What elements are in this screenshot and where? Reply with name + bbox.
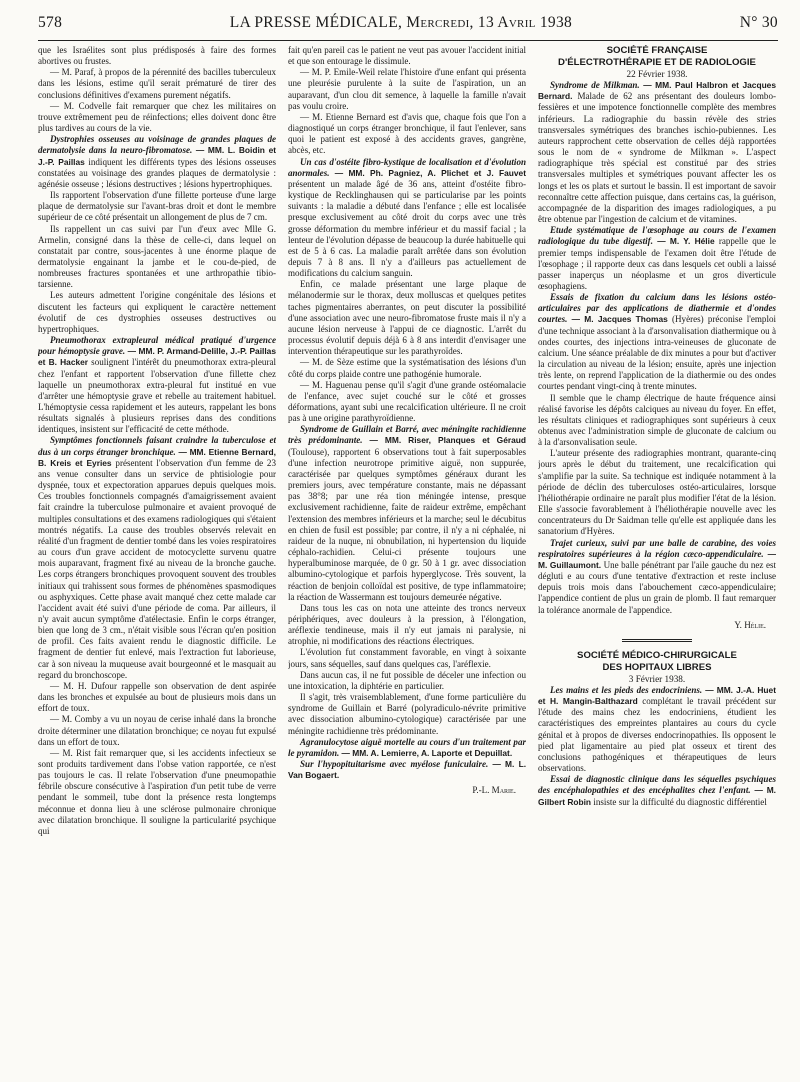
article-entry — [288, 759, 526, 781]
meeting-date: 22 Février 1938. — [626, 69, 688, 79]
article-entry — [38, 134, 276, 190]
article-entry — [38, 335, 276, 435]
article-authors: — M. Jacques Thomas — [571, 314, 668, 325]
article-authors: — M. L. Van Bogaert. — [288, 759, 526, 781]
paragraph: Enfin, ce malade présentant une large plaque de mélanodermie sur le thorax, deux molluscas et quelques petites taches pigmentaires aberrantes, on peut discuter la possibilité d'une association avec une neuro-fibromatose fruste mais il n'y a aucune lésion nerveuse à l'appui de ce diagnostic. L'arrêt du processus évolutif depuis déjà 6 à 8 ans interdit d'envisager une intervention thérapeutique sur les parathyroïdes. — [288, 279, 526, 357]
page-number: 578 — [38, 14, 63, 31]
paragraph: Il semble que le champ électrique de haute fréquence ainsi réalisé favorise les dépôts calciques au niveau du foyer. En effet, les résultats cliniques et radiographiques sont supérieurs à ceux obtenus avec l'administration simple de gluconate de calcium ou à la d'arsonvalisation seule. — [538, 392, 776, 448]
article-text: soulignent l'intérêt du pneumothorax extra-pleural chez l'enfant et rapportent l'observation d'une fillette chez laquelle un pneumothorax extra-pleural fut institué en vue d'arrêter une hémoptysie grave et rebelle au traitement habituel. L'hémoptysie cessa rapidement et les auteurs, rappelant les bons résultats signalés à plusieurs reprises dans des conditions identiques, insistent sur l'efficacité de cette méthode. — [38, 357, 276, 435]
article-entry — [538, 80, 776, 225]
article-text: indiquent les différents types des lésions osseuses constatées au voisinage des grandes plaques de dermatolysie : agénésie osseuse ; lésions destructives ; lésions hypertrophiques. — [38, 156, 276, 189]
article-text: Malade de 62 ans présentant des douleurs lombo-fessières et une impotence fonctionnelle complète des membres inférieurs. La radiographie du bassin révèle des stries transversales symétriques des branches ischio-pubiennes. Les auteurs rapprochent cette observation de celles déjà rapportées sous le nom de « syndrome de Milkman ». L'aspect radiographique très spécial est constitué par des stries transversales multiples et symétriques pouvant affecter les os longs et les os plats et surtout le bassin. Il est important de savoir reconnaître cette affection puisque, dans certains cas, la guérison, accompagnée de la disparition des images radiologiques, a pu être obtenue par l'ingestion de calcium et de vitamines. — [538, 91, 776, 225]
article-entry — [538, 685, 776, 774]
column-1 — [38, 45, 276, 1075]
journal-title: LA PRESSE MÉDICALE, Mercredi, 13 Avril 1938 — [229, 14, 573, 31]
article-title: Pneumothorax extrapleural médical pratiqué d'urgence pour hémoptysie grave. — [38, 335, 276, 357]
article-title: Un cas d'ostéite fibro-kystique de localisation et d'évolution anormales. — [288, 156, 526, 178]
article-entry — [288, 157, 526, 280]
article-authors: — M. Y. Hélie — [657, 236, 715, 247]
article-entry — [288, 737, 526, 759]
article-text: rappelle que le premier temps indispensable de l'examen doit être l'étude de l'œsophage ; il rapporte deux cas dans lesquels cet oubli a laissé passer inaperçus un néoplasme et un gros diverticule œsophagiens. — [538, 236, 776, 291]
paragraph: Ils rapportent l'observation d'une fillette porteuse d'une large plaque de dermatolysie sur l'avant-bras droit et dont le membre supérieur de ce côté présentait un allongement de plus de 7 cm. — [38, 190, 276, 223]
paragraph: — M. Haguenau pense qu'il s'agit d'une grande ostéomalacie de l'enfance, avec sujet couché sur le côté et grosses déformations, ayant subi une recalcification ultérieure. Il ne croit pas à une origine parathyroïdienne. — [288, 379, 526, 424]
article-place: (Toulouse), — [288, 446, 330, 457]
signature: Y. Hélie. — [734, 619, 766, 630]
article-authors: — MM. Riser, Planques et Géraud — [369, 435, 526, 446]
article-title: Dystrophies osseuses au voisinage de grandes plaques de dermatolysie dans la neuro-fibromatose. — [38, 134, 276, 156]
article-entry — [38, 435, 276, 680]
section-divider — [622, 639, 692, 642]
article-entry — [288, 424, 526, 603]
article-entry — [538, 225, 776, 292]
article-title: Trajet curieux, suivi par une balle de carabine, des voies respiratoires supérieures à la région cæco-appendiculaire. — [538, 537, 776, 559]
paragraph: Les auteurs admettent l'origine congénitale des lésions et discutent les facteurs qui expliquent le caractère nettement évolutif de ces dystrophies osseuses destructives ou hypertrophiques. — [38, 290, 276, 334]
society-heading — [538, 45, 776, 69]
article-text: complétant le travail précédent sur l'étude des mains chez les endocriniens, étudient les caractéristiques des empreintes plantaires au cours du cycle génital et à propos de diverses endocrinopathies. Ils opposent le pied plat ligamentaire au pied plat osseux et tirent des conclusions pathogéniques et thérapeutiques de leurs observations. — [538, 696, 776, 774]
article-entry — [538, 538, 776, 616]
article-text: insiste sur la difficulté du diagnostic différentiel — [593, 796, 767, 807]
article-title: Symptômes fonctionnels faisant craindre la tuberculose et dus à un corps étranger bronchique. — [38, 435, 276, 457]
article-entry — [538, 774, 776, 807]
page-header — [38, 14, 778, 41]
meeting-date: 3 Février 1938. — [628, 673, 686, 684]
column-3 — [538, 45, 776, 1075]
article-title: Etude systématique de l'œsophage au cours de l'examen radiologique du tube digestif. — [538, 225, 776, 247]
society-heading-line: SOCIÉTÉ MÉDICO-CHIRURGICALE — [577, 649, 737, 661]
article-authors: — MM. Ph. Pagniez, A. Plichet et J. Fauvet — [334, 167, 526, 178]
paragraph: — M. P. Emile-Weil relate l'histoire d'une enfant qui présenta une pleurésie purulente à la suite de l'aspiration, un an auparavant, d'un clou dit semence, à laquelle la famille n'avait pas voulu croire. — [288, 67, 526, 111]
society-heading-line: DES HOPITAUX LIBRES — [602, 661, 712, 673]
article-authors: — MM. Paul Halbron et Jacques Bernard. — [538, 80, 776, 102]
paragraph: Ils rappellent un cas suivi par l'un d'eux avec Mlle G. Armelin, consigné dans la thèse de celle-ci, dans lequel on constatait par contre, sous-jacentes à une énorme plaque de dermatolysie engainant la jambe et le cou-de-pied, de nombreuses fractures spontanées et une arthropathie tibio-tarsienne. — [38, 223, 276, 290]
article-text: (Hyères) préconise l'emploi d'une technique associant à la d'arsonvalisation diathermique ou à ondes courtes, des injections intra-veineuses de gluconate de calcium. Une séance préalable de dix minutes a pour but d'activer la circulation au niveau de la lésion; ensuite, après une injection très lente, on reprend l'application de la diathermie ou des ondes courtes pendant vingt-cinq à trente minutes. — [538, 314, 776, 392]
society-heading — [538, 650, 776, 674]
article-entry — [538, 292, 776, 392]
article-title: Sur l'hypopituitarisme avec myélose funiculaire. — [300, 759, 489, 769]
society-heading-line: D'ÉLECTROTHÉRAPIE ET DE RADIOLOGIE — [558, 57, 756, 68]
article-title: Syndrome de Milkman. — [550, 80, 640, 91]
paragraph: — M. Paraf, à propos de la pérennité des bacilles tuberculeux dans les lésions, estime qu'il serait prématuré de tirer des conclusions définitives d'examens purement négatifs. — [38, 67, 276, 100]
column-2 — [288, 45, 526, 1075]
article-authors: — MM. Etienne Bernard, B. Kreis et Eyries — [38, 446, 276, 468]
article-authors: — MM. A. Lemierre, A. Laporte et Depuillat. — [341, 747, 513, 758]
article-authors: — MM. P. Armand-Delille, J.-P. Paillas et B. Hacker — [38, 346, 276, 368]
paragraph: — M. Comby a vu un noyau de cerise inhalé dans la bronche droite déterminer une dilatation bronchique; ce noyau fut expulsé dans un effort de toux. — [38, 714, 276, 747]
paragraph: Dans tous les cas on nota une atteinte des troncs nerveux périphériques, avec douleurs à la pression, à l'élongation, aréflexie tendineuse, mais il n'y eut jamais ni paralysie, ni atrophie, ni modifications des réactions électriques. — [288, 602, 526, 647]
article-title: Essai de diagnostic clinique dans les séquelles psychiques des encéphalopathies et des encéphalites chez l'enfant. — [538, 774, 776, 796]
paragraph: — M. H. Dufour rappelle son observation de dent aspirée dans les bronches et expulsée au bout de plusieurs mois dans un effort de toux. — [38, 680, 276, 714]
article-authors: — M. Gilbert Robin — [538, 785, 776, 807]
issue-number: N° 30 — [739, 14, 778, 31]
article-title: Essais de fixation du calcium dans les lésions ostéo-articulaires par des applications de diathermie et d'ondes courtes. — [538, 292, 776, 325]
society-heading-line: SOCIÉTÉ FRANÇAISE — [606, 45, 708, 56]
paragraph: — M. Etienne Bernard est d'avis que, chaque fois que l'on a diagnostiqué un corps étranger bronchique, il faut l'enlever, sans quoi le patient est exposé à des accidents graves, gangrène, abcès, etc. — [288, 111, 526, 156]
paragraph: — M. de Sèze estime que la systématisation des lésions d'un côté du corps plaide contre une pathogénie humorale. — [288, 357, 526, 379]
article-text: Une balle pénétrant par l'aile gauche du nez est dégluti e au cours d'une tentative d'extraction et reste incluse depuis trois mois dans l'abouchement cæco-appendiculaire; l'appendice contient de plus un grain de plomb. Il faut remarquer la tolérance anormale de l'appendice. — [538, 559, 776, 615]
paragraph: — M. Rist fait remarquer que, si les accidents infectieux se sont produits tardivement dans l'obse vation rapportée, ce n'est pas toujours le cas. Il relate l'observation d'une pneumopathie fébrile obscure consécutive à l'aspiration d'un petit tube de verre pendant le sommeil, tube dont la présence resta longtemps méconnue et donna lieu à une sclérose pulmonaire chronique avec dilatation bronchique. Il souligne la particularité psychique qui — [38, 747, 276, 836]
article-text: rapportent 6 observations tout à fait superposables d'une infection neurotrope primitive aiguë, non suppurée, caractérisée par quelques symptômes généraux durant les premiers jours, avec température constante, mais ne dépassant pas 38°8; par une réa tion méningée intense, presque exclusivement rachidienne, faite de raideur extrême, empêchant l'extension des membres inférieurs et la marche; seul le décubitus en chien de fusil est possible; par contre, il n'y a ni céphalée, ni raideur de la nuque, ni obnubilation, ni hypertension du liquide céphalo-rachidien. Celui-ci présente toujours une hyperalbuminose marquée, de 0 gr. 50 à 1 gr. avec dissociation albumino-cytologique et parfois hyperglycose. Très souvent, la réaction de benjoin colloïdal est positive, de type inflammatoire; la réaction de Wassermann est toujours demeurée négative. — [288, 446, 526, 602]
article-text: présentent un malade âgé de 36 ans, atteint d'ostéite fibro-kystique de Recklinghausen qui se particularise par les points suivants : la maladie a débuté dans l'enfance ; elle est localisée presque exclusivement au côté droit du corps avec une très grosse déformation du membre inférieur et du massif facial ; la lenteur de l'évolution dépasse de beaucoup la durée habituelle qui est de 5 à 6 cas. La maladie paraît arrêtée dans son évolution depuis 7 à 8 ans. Il n'y a d'ailleurs pas actuellement de modifications du calcium sanguin. — [288, 178, 526, 279]
article-title: Les mains et les pieds des endocriniens. — [550, 684, 703, 695]
paragraph: L'auteur présente des radiographies montrant, quarante-cinq jours après le début du traitement, une recalcification qui s'amplifie par la suite. Sa technique est indiquée notamment à la période de déclin des tuberculoses ostéo-articulaires, lorsque l'héliothérapie ordinaire ne paraît plus modifier l'état de la lésion. Elle s'associe favorablement à l'héliothérapie nouvelle avec les concentrateurs du Dr Saidman telle qu'elle est appliquée dans les sanatorium d'Hyères. — [538, 448, 776, 537]
paragraph: L'évolution fut constamment favorable, en vingt à soixante jours, sans séquelles, sauf dans quelques cas, l'aréflexie. — [288, 647, 526, 669]
columns — [38, 45, 778, 1075]
paragraph: Dans aucun cas, il ne fut possible de déceler une infection ou une intoxication, la diphtérie en particulier. — [288, 669, 526, 691]
paragraph: Il s'agit, très vraisemblablement, d'une forme particulière du syndrome de Guillain et Barré (polyradiculo-névrite primitive avec dissociation albumino-cytologique) caractérisée par une méningite rachidienne très prédominante. — [288, 692, 526, 736]
article-authors: — MM. L. Boidin et J.-P. Paillas — [38, 145, 276, 167]
article-text: présentent l'observation d'un femme de 23 ans venue consulter dans un service de phtisiologie pour dyspnée, toux et expectoration apparues depuis quelques mois. Ces troubles fonctionnels compagnés d'amaigrissement avaient fait craindre la tuberculose pulmonaire et avaient provoqué de multiples consultations et des examens radiologiques qui s'étaient montrés négatifs. La cause des troubles observés relevait en réalité d'un fragment de dentier tombé dans les voies respiratoires au cours d'un grave accident de motocyclette survenu quatre mois auparavant, fragment fixé au niveau de la bronche gauche. Les corps étrangers bronchiques provoquent souvent des troubles initiaux qui trahissent sous formes de phénomènes spasmodiques ou asphyxiques. Cette phase avait manqué chez cette malade car l'accident avait été suivi d'une période de coma. Par ailleurs, il n'y avait aucun symptôme d'atélectasie. Enfin le corps étranger, bien que long de 3 cm., n'était visible sous l'écran qu'en position de profil. Ces faits avaient rendu le diagnostic difficile. Le fragment de dentier fut enlevé, mais l'extraction fut laborieuse, car à son niveau la muqueuse avait bourgeonné et le masquait au regard du bronchoscope. — [38, 457, 276, 680]
article-authors: — MM. J.-A. Huet et H. Mangin-Balthazard — [538, 684, 776, 707]
paragraph: fait qu'en pareil cas le patient ne veut pas avouer l'accident initial et que son entourage le dissimule. — [288, 45, 526, 67]
article-title: Agranulocytose aiguë mortelle au cours d'un traitement par le pyramidon. — [288, 736, 526, 758]
paragraph: que les Israélites sont plus prédisposés à faire des formes abortives ou frustes. — [38, 45, 276, 67]
paragraph: — M. Codvelle fait remarquer que chez les militaires on trouve extrêmement peu de réinfections; elles doivent donc être plus tardives au cours de la vie. — [38, 100, 276, 134]
article-title: Syndrome de Guillain et Barré, avec méningite rachidienne très prédominante. — [288, 424, 526, 446]
signature: P.-L. Marie. — [472, 785, 516, 796]
article-authors: — M. Guillaumont. — [538, 548, 776, 570]
